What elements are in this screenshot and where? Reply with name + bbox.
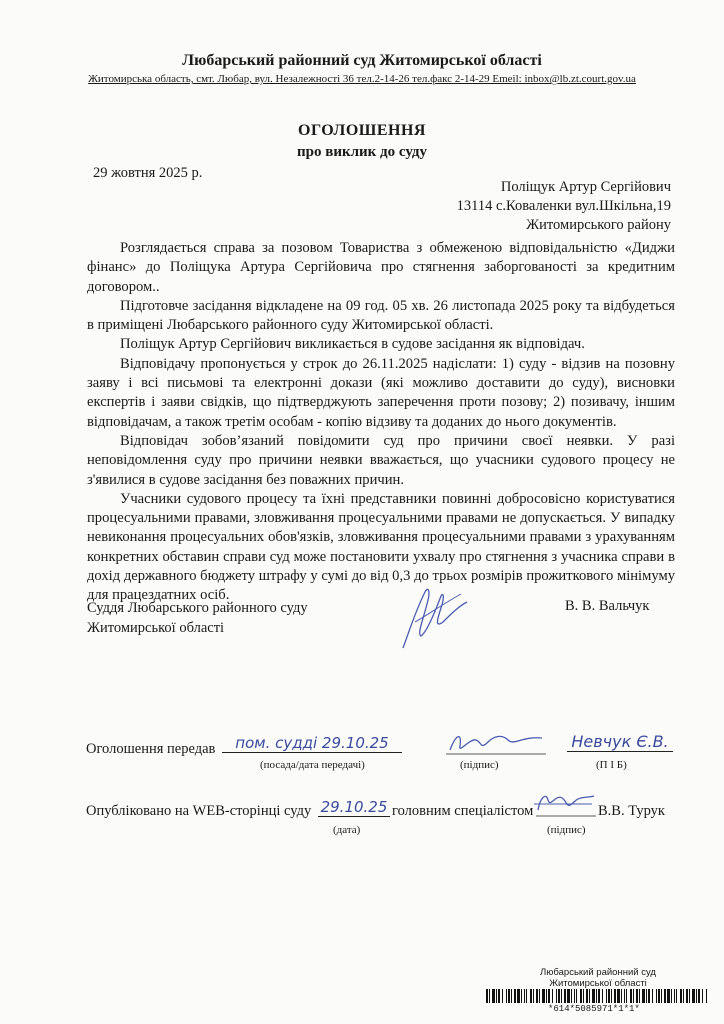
barcode-bar xyxy=(680,989,682,1003)
barcode-bar xyxy=(576,989,577,1003)
caption-publication-signature: (підпис) xyxy=(547,824,586,836)
transfer-label: Оголошення передав xyxy=(86,741,216,757)
judge-name: В. В. Вальчук xyxy=(565,598,650,614)
barcode-bar xyxy=(508,989,510,1003)
barcode-bar xyxy=(571,989,572,1003)
paragraph-obligations: Учасники судового процесу та їхні представники повинні добросовісно користуватися процесуальними правами, зловживання процесуальними правами не допускається. У випадку невиконання процесуальних обов'язків, зловживання процесуальними правами з урахуванням конкретних обставин справи суд може постановити ухвалу про стягнення з учасника справи в дохід державного бюджету штрафу у сумі до від 0,3 до трьох розмірів прожиткового мінімуму для працездатних осіб. xyxy=(87,490,675,604)
stamp-line1: Любарський районний суд xyxy=(540,967,656,978)
barcode-bar xyxy=(506,989,507,1003)
barcode-bar xyxy=(661,989,662,1003)
barcode-bar xyxy=(664,989,666,1003)
barcode-bar xyxy=(492,989,495,1003)
paragraph-absence: Відповідач зобов’язаний повідомити суд про причини своєї неявки. У разі неповідомлення суду про причини неявки вважається, що учасники судового процесу не з'явилися в судове засідання без поважних причин. xyxy=(87,432,675,488)
barcode-bar xyxy=(596,989,597,1003)
barcode-bar xyxy=(564,989,566,1003)
barcode-bar xyxy=(602,989,603,1003)
barcode-bar xyxy=(639,989,640,1003)
barcode-bar xyxy=(696,989,697,1003)
barcode-bar xyxy=(556,989,557,1003)
barcode-bar xyxy=(521,989,522,1003)
paragraph-response: Відповідачу пропонується у строк до 26.11.2025 надіслати: 1) суду - відзив на позовну заяву і всі письмові та електронні докази (які можливо доставити до суду), висновки експертів і заяви свідків, що підтверджують заперечення проти позову; 2) позивачу, іншим відповідачам, а також третім особам - копію відзиву та доданих до нього документів. xyxy=(87,355,675,430)
transfer-position-date: пом. судді 29.10.25 xyxy=(222,734,402,753)
barcode-bar xyxy=(546,989,547,1003)
barcode-bar xyxy=(606,989,607,1003)
barcode-bar xyxy=(702,989,703,1003)
barcode-bar xyxy=(580,989,582,1003)
caption-transfer-name: (П І Б) xyxy=(596,759,627,771)
barcode-bar xyxy=(674,989,675,1003)
barcode-bar xyxy=(624,989,625,1003)
barcode-bar xyxy=(683,989,684,1003)
barcode-bar xyxy=(648,989,650,1003)
barcode-bar xyxy=(652,989,653,1003)
publication-label: Опубліковано на WEB-сторінці суду xyxy=(86,803,312,819)
barcode-bar xyxy=(642,989,645,1003)
barcode-bar xyxy=(539,989,540,1003)
barcode-bar xyxy=(611,989,612,1003)
barcode-bar xyxy=(561,989,562,1003)
barcode-bar xyxy=(598,989,600,1003)
barcode-bar xyxy=(517,989,520,1003)
barcode-bar xyxy=(567,989,570,1003)
court-address: Житомирська область, смт. Любар, вул. Незалежності 36 тел.2-14-26 тел.факс 2-14-29 Emeil: inbox@lb.zt.court.gov.ua xyxy=(88,73,636,85)
publication-official-name: В.В. Турук xyxy=(598,803,665,819)
barcode-bar xyxy=(526,989,527,1003)
barcode-bar xyxy=(589,989,590,1003)
barcode-bar xyxy=(658,989,660,1003)
addressee-district: Житомирського району xyxy=(526,217,671,233)
barcode-bar xyxy=(536,989,538,1003)
stamp-line2: Житомирської області xyxy=(549,978,647,989)
barcode-bar xyxy=(558,989,560,1003)
publication-label-after: головним спеціалістом xyxy=(392,803,534,819)
barcode-bar xyxy=(514,989,516,1003)
barcode-bar xyxy=(656,989,657,1003)
barcode-bar xyxy=(676,989,677,1003)
paragraph-summons: Поліщук Артур Сергійович викликається в судове засідання як відповідач. xyxy=(120,336,585,353)
barcode-bar xyxy=(583,989,584,1003)
barcode-bar xyxy=(486,989,488,1003)
publication-date: 29.10.25 xyxy=(318,798,390,817)
paragraph-hearing: Підготовче засідання відкладене на 09 год. 05 хв. 26 листопада 2025 року та відбудеться в приміщені Любарського районного суду Житомирської області. xyxy=(87,297,675,334)
barcode-bar xyxy=(630,989,632,1003)
barcode-bar xyxy=(533,989,534,1003)
addressee-street: 13114 с.Коваленки вул.Шкільна,19 xyxy=(456,198,671,214)
court-name: Любарський районний суд Житомирської області xyxy=(182,52,542,69)
barcode-text: *614*5085971*1*1* xyxy=(548,1004,640,1014)
barcode-bar xyxy=(633,989,634,1003)
barcode-bar xyxy=(646,989,647,1003)
caption-transfer-signature: (підпис) xyxy=(460,759,499,771)
barcode-bar xyxy=(530,989,532,1003)
barcode-bar xyxy=(524,989,525,1003)
barcode-bar xyxy=(608,989,610,1003)
notice-subtitle: про виклик до суду xyxy=(296,144,427,160)
notice-body xyxy=(87,239,675,606)
barcode-bar xyxy=(692,989,695,1003)
barcode-bar xyxy=(592,989,595,1003)
barcode-bar xyxy=(489,989,490,1003)
barcode-bar xyxy=(511,989,512,1003)
barcode xyxy=(486,989,708,1003)
barcode-bar xyxy=(548,989,550,1003)
judge-signature xyxy=(395,582,475,652)
notice-title: ОГОЛОШЕННЯ xyxy=(298,122,426,139)
transfer-name: Невчук Є.В. xyxy=(567,732,673,752)
barcode-bar xyxy=(617,989,620,1003)
barcode-bar xyxy=(667,989,670,1003)
transfer-signature xyxy=(446,728,546,758)
barcode-bar xyxy=(574,989,575,1003)
barcode-bar xyxy=(698,989,700,1003)
barcode-bar xyxy=(586,989,588,1003)
barcode-bar xyxy=(689,989,690,1003)
paragraph-claim: Розглядається справа за позовом Товариства з обмеженою відповідальністю «Диджи фінанс» до Поліщука Артура Сергійовича про стягнення заборгованості за кредитним договором.. xyxy=(87,240,675,295)
caption-position-date: (посада/дата передачі) xyxy=(260,759,365,771)
barcode-bar xyxy=(621,989,622,1003)
barcode-bar xyxy=(552,989,553,1003)
barcode-bar xyxy=(496,989,497,1003)
barcode-bar xyxy=(671,989,672,1003)
barcode-bar xyxy=(542,989,545,1003)
publication-signature xyxy=(532,790,598,818)
judge-title-line2: Житомирської області xyxy=(87,620,225,636)
barcode-bar xyxy=(626,989,627,1003)
document-date: 29 жовтня 2025 р. xyxy=(93,165,203,181)
barcode-bar xyxy=(502,989,503,1003)
barcode-bar xyxy=(706,989,707,1003)
barcode-bar xyxy=(636,989,638,1003)
barcode-bar xyxy=(686,989,688,1003)
barcode-bar xyxy=(614,989,616,1003)
caption-publication-date: (дата) xyxy=(333,824,361,836)
addressee-name: Поліщук Артур Сергійович xyxy=(500,179,671,195)
judge-title xyxy=(87,598,308,638)
barcode-bar xyxy=(498,989,500,1003)
judge-title-line1: Суддя Любарського районного суду xyxy=(87,600,308,616)
